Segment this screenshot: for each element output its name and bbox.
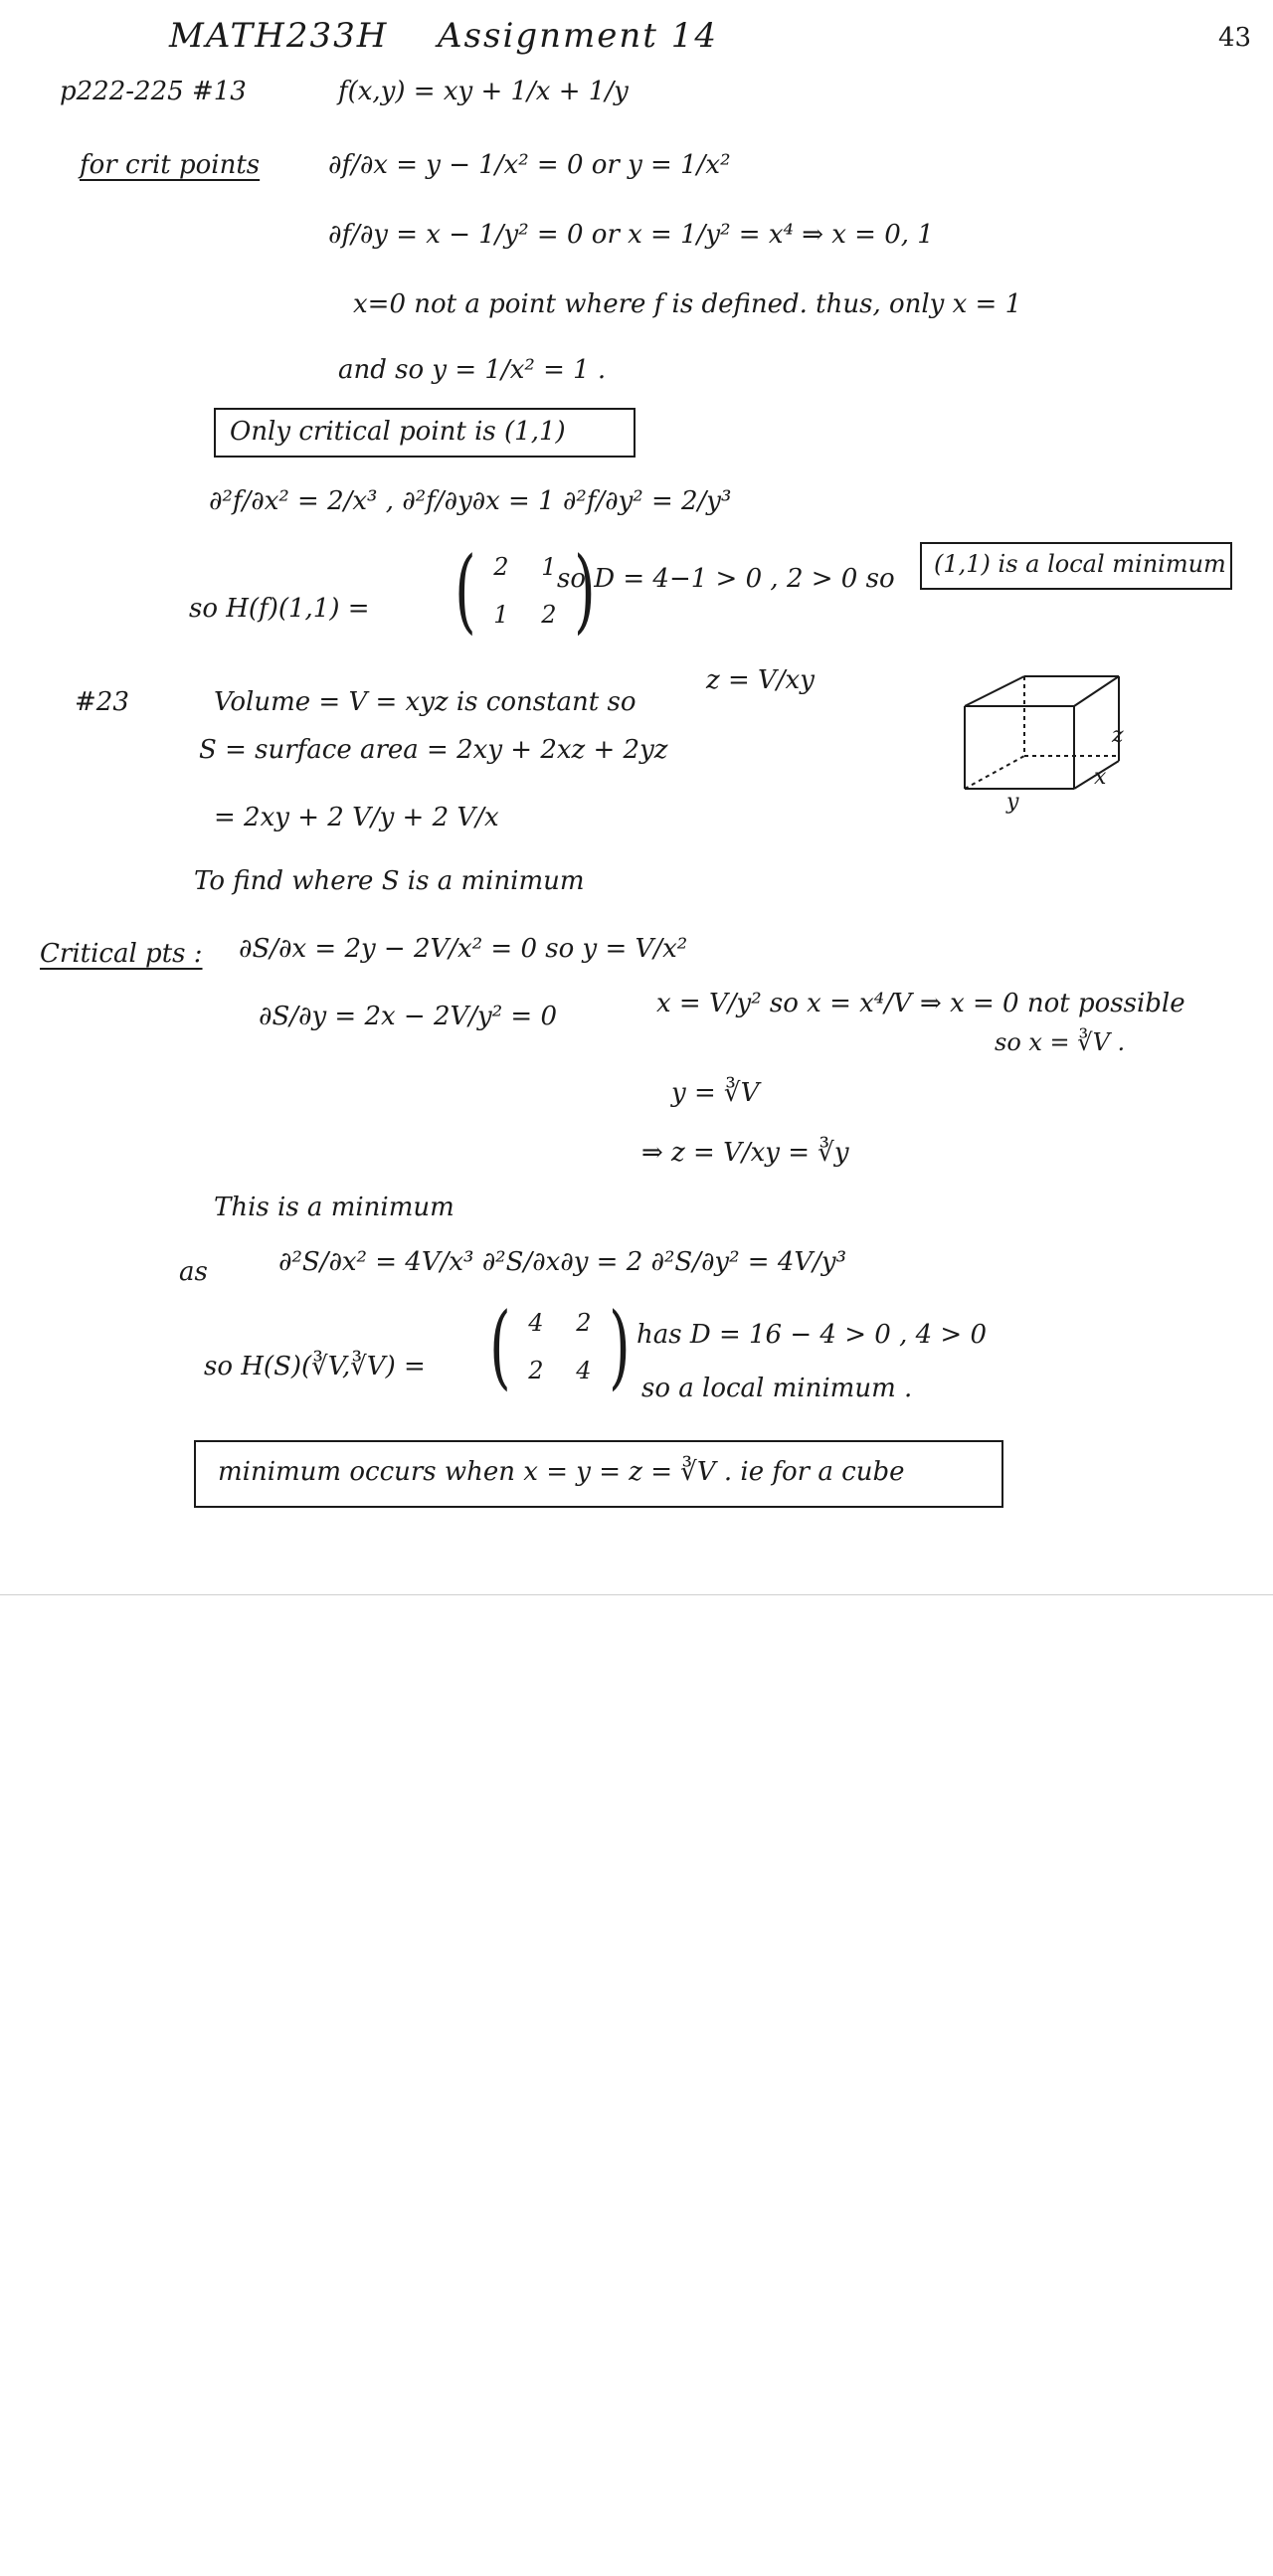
determinant-23-note: has D = 16 − 4 > 0 , 4 > 0 xyxy=(636,1320,988,1350)
box-label-x: x xyxy=(1094,765,1107,790)
box-label-y: y xyxy=(1006,790,1019,815)
hessian-13-label: so H(f)(1,1) = xyxy=(189,594,370,624)
problem-13-label: p222-225 #13 xyxy=(60,77,247,106)
critical-point-box xyxy=(214,408,636,458)
surface-area-line: S = surface area = 2xy + 2xz + 2yz xyxy=(199,735,668,765)
critical-pts-heading: Critical pts : xyxy=(40,939,203,969)
local-min-text-13: (1,1) is a local minimum xyxy=(934,550,1226,578)
volume-line: Volume = V = xyz is constant so xyxy=(214,687,636,717)
hessian-13-a12: 1 xyxy=(541,553,557,581)
z-cube-root: ⇒ z = V/xy = ∛y xyxy=(641,1138,849,1168)
hessian-13-matrix: ( 2 1 1 2 ) xyxy=(455,537,596,644)
problem-23-label: #23 xyxy=(75,687,129,717)
x-zero-note: x=0 not a point where f is defined. thus, only x = 1 xyxy=(353,289,1022,319)
hessian-23-a12: 2 xyxy=(576,1309,592,1337)
z-equation: z = V/xy xyxy=(706,665,815,695)
rectangular-box-drawing xyxy=(955,661,1134,821)
course-code: MATH233H xyxy=(169,16,389,56)
hessian-13-a22: 2 xyxy=(541,601,557,629)
partial-y-equation: ∂f/∂y = x − 1/y² = 0 or x = 1/y² = x⁴ ⇒ x = 0, 1 xyxy=(328,220,934,250)
is-minimum-line: This is a minimum xyxy=(214,1193,455,1222)
final-answer-text: minimum occurs when x = y = z = ∛V . ie for a cube xyxy=(218,1457,905,1487)
page-bottom-edge xyxy=(0,1594,1273,1595)
dS-dx-equation: ∂S/∂x = 2y − 2V/x² = 0 so y = V/x² xyxy=(239,934,688,964)
hessian-13-a21: 1 xyxy=(493,601,509,629)
critical-point-text: Only critical point is (1,1) xyxy=(230,417,566,447)
determinant-13-note: so D = 4−1 > 0 , 2 > 0 so xyxy=(557,564,895,594)
second-derivatives-23: ∂²S/∂x² = 4V/x³ ∂²S/∂x∂y = 2 ∂²S/∂y² = 4V/y³ xyxy=(278,1247,847,1277)
box-label-z: z xyxy=(1112,723,1124,748)
hessian-23-a11: 4 xyxy=(528,1309,544,1337)
x-substitution: x = V/y² so x = x⁴/V ⇒ x = 0 not possible xyxy=(656,989,1185,1018)
x-cube-root: so x = ∛V . xyxy=(995,1028,1126,1056)
assignment-title: Assignment 14 xyxy=(438,16,718,56)
y-cube-root: y = ∛V xyxy=(671,1078,760,1108)
second-derivatives-13: ∂²f/∂x² = 2/x³ , ∂²f/∂y∂x = 1 ∂²f/∂y² = 2/y³ xyxy=(209,486,732,516)
crit-points-heading: for crit points xyxy=(80,150,261,180)
hessian-23-a22: 4 xyxy=(576,1357,592,1384)
surface-area-substituted: = 2xy + 2 V/y + 2 V/x xyxy=(214,803,499,832)
find-minimum-line: To find where S is a minimum xyxy=(194,866,585,896)
hessian-23-a21: 2 xyxy=(528,1357,544,1384)
page-number: 43 xyxy=(1218,23,1252,53)
hessian-23-label: so H(S)(∛V,∛V) = xyxy=(204,1352,426,1381)
y-value-line: and so y = 1/x² = 1 . xyxy=(338,355,607,385)
dS-dy-equation: ∂S/∂y = 2x − 2V/y² = 0 xyxy=(259,1002,558,1031)
problem-13-function: f(x,y) = xy + 1/x + 1/y xyxy=(338,77,629,106)
hessian-23-matrix: ( 4 2 2 4 ) xyxy=(489,1293,631,1399)
final-answer-box xyxy=(194,1440,1003,1508)
as-word: as xyxy=(179,1257,208,1287)
hessian-13-a11: 2 xyxy=(493,553,509,581)
local-min-box-13 xyxy=(920,542,1232,590)
local-minimum-note: so a local minimum . xyxy=(641,1374,913,1403)
partial-x-equation: ∂f/∂x = y − 1/x² = 0 or y = 1/x² xyxy=(328,150,731,180)
